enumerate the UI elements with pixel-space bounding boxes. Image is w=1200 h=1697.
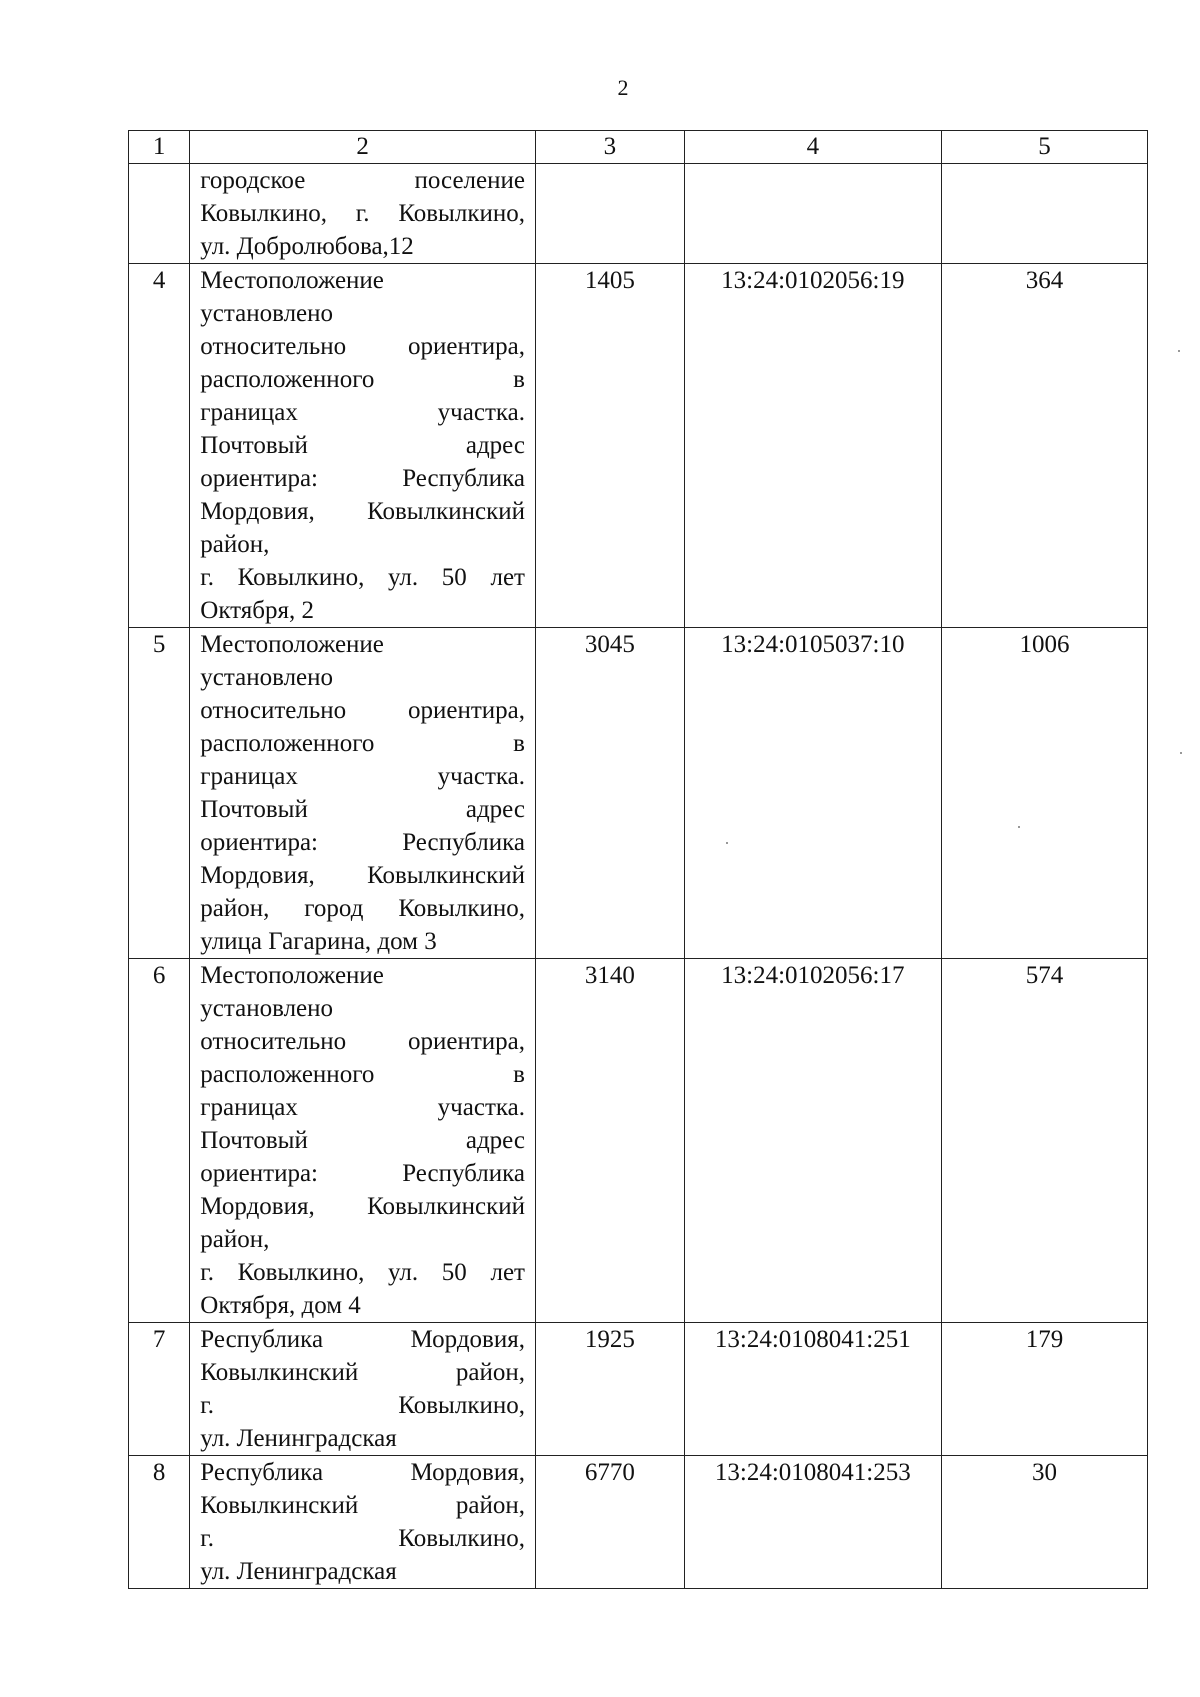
table-row — [129, 1323, 1148, 1456]
address-line: ул. Ленинградская — [200, 1425, 397, 1452]
column-header: 3 — [535, 131, 684, 164]
address-line: границах участка. — [200, 763, 525, 790]
area-cell — [535, 264, 684, 628]
cadastral-number-cell-text: 13:24:0102056:17 — [721, 962, 905, 989]
address-line: район, — [200, 531, 270, 558]
cadastral-number-cell-text: 13:24:0102056:19 — [721, 267, 905, 294]
cadastral-number-cell-text: 13:24:0105037:10 — [721, 631, 905, 658]
address-line: относительно ориентира, — [200, 1028, 525, 1055]
value-cell — [941, 1323, 1147, 1456]
area-cell-text: 3140 — [584, 962, 635, 989]
address-cell — [190, 264, 536, 628]
address-line: относительно ориентира, — [200, 697, 525, 724]
address-line: расположенного в — [200, 1061, 525, 1088]
address-line: Местоположение — [200, 631, 384, 658]
cadastral-number-cell — [684, 959, 941, 1323]
area-cell-text: 1925 — [584, 1326, 635, 1353]
address-line: Почтовый адрес — [200, 432, 525, 459]
table-row — [129, 264, 1148, 628]
value-cell — [941, 264, 1147, 628]
row-number-cell-text: 6 — [152, 962, 166, 989]
address-line: Почтовый адрес — [200, 1127, 525, 1154]
scan-speck — [1178, 350, 1180, 352]
area-cell — [535, 164, 684, 264]
value-cell-text: 364 — [1025, 267, 1064, 294]
area-cell — [535, 628, 684, 959]
address-line: Мордовия, Ковылкинский — [200, 862, 525, 889]
scan-speck — [1180, 752, 1182, 754]
row-number-cell — [129, 264, 190, 628]
value-cell — [941, 1456, 1147, 1589]
address-line: Октября, дом 4 — [200, 1292, 361, 1319]
cadastral-number-cell — [684, 264, 941, 628]
address-cell — [190, 959, 536, 1323]
table-row — [129, 628, 1148, 959]
land-plots-table — [128, 130, 1148, 1589]
column-header: 4 — [684, 131, 941, 164]
column-header: 2 — [190, 131, 536, 164]
table-header-row — [129, 131, 1148, 164]
table-row — [129, 164, 1148, 264]
cadastral-number-cell-text: 13:24:0108041:251 — [714, 1326, 911, 1353]
row-number-cell — [129, 164, 190, 264]
value-cell-text: 179 — [1025, 1326, 1064, 1353]
address-cell — [190, 1456, 536, 1589]
value-cell — [941, 959, 1147, 1323]
cadastral-number-cell — [684, 164, 941, 264]
cadastral-number-cell — [684, 1323, 941, 1456]
address-line: установлено — [200, 664, 334, 691]
column-header: 1 — [129, 131, 190, 164]
area-cell — [535, 1456, 684, 1589]
address-line: установлено — [200, 995, 334, 1022]
address-line: Местоположение — [200, 962, 384, 989]
scan-speck — [726, 842, 728, 844]
address-line: Октября, 2 — [200, 597, 314, 624]
address-line: Мордовия, Ковылкинский — [200, 1193, 525, 1220]
address-cell — [190, 164, 536, 264]
value-cell-text: 30 — [1031, 1459, 1057, 1486]
area-cell-text: 3045 — [584, 631, 635, 658]
address-line: район, город Ковылкино, — [200, 895, 525, 922]
row-number-cell — [129, 1456, 190, 1589]
cadastral-number-cell — [684, 628, 941, 959]
address-line: ориентира: Республика — [200, 1160, 525, 1187]
page-number: 2 — [617, 75, 629, 100]
address-line: ул. Добролюбова,12 — [200, 233, 414, 260]
address-line: ориентира: Республика — [200, 465, 525, 492]
address-line: Республика Мордовия, — [200, 1326, 525, 1353]
address-line: границах участка. — [200, 399, 525, 426]
address-line: г. Ковылкино, ул. 50 лет — [200, 1259, 525, 1286]
address-line: Мордовия, Ковылкинский — [200, 498, 525, 525]
address-line: относительно ориентира, — [200, 333, 525, 360]
address-line: ул. Ленинградская — [200, 1558, 397, 1585]
address-line: улица Гагарина, дом 3 — [200, 928, 437, 955]
address-line: г. Ковылкино, ул. 50 лет — [200, 564, 525, 591]
row-number-cell-text: 4 — [152, 267, 166, 294]
address-line: Местоположение — [200, 267, 384, 294]
address-line: г. Ковылкино, — [200, 1392, 525, 1419]
value-cell — [941, 164, 1147, 264]
table-row — [129, 959, 1148, 1323]
address-line: границах участка. — [200, 1094, 525, 1121]
row-number-cell-text: 8 — [152, 1459, 166, 1486]
address-line: ориентира: Республика — [200, 829, 525, 856]
address-line: городское поселение — [200, 167, 525, 194]
area-cell — [535, 1323, 684, 1456]
row-number-cell-text: 7 — [152, 1326, 166, 1353]
address-line: Ковылкино, г. Ковылкино, — [200, 200, 525, 227]
address-line: район, — [200, 1226, 270, 1253]
row-number-cell — [129, 1323, 190, 1456]
address-cell — [190, 628, 536, 959]
address-line: расположенного в — [200, 730, 525, 757]
area-cell-text: 1405 — [584, 267, 635, 294]
value-cell — [941, 628, 1147, 959]
table-row — [129, 1456, 1148, 1589]
area-cell-text: 6770 — [584, 1459, 635, 1486]
address-cell — [190, 1323, 536, 1456]
address-line: Ковылкинский район, — [200, 1359, 525, 1386]
cadastral-number-cell-text: 13:24:0108041:253 — [714, 1459, 911, 1486]
address-line: расположенного в — [200, 366, 525, 393]
address-line: Республика Мордовия, — [200, 1459, 525, 1486]
address-line: Ковылкинский район, — [200, 1492, 525, 1519]
row-number-cell — [129, 959, 190, 1323]
address-line: установлено — [200, 300, 334, 327]
column-header: 5 — [941, 131, 1147, 164]
cadastral-number-cell — [684, 1456, 941, 1589]
row-number-cell-text: 5 — [152, 631, 166, 658]
scan-speck — [1018, 826, 1020, 828]
address-line: Почтовый адрес — [200, 796, 525, 823]
row-number-cell — [129, 628, 190, 959]
address-line: г. Ковылкино, — [200, 1525, 525, 1552]
value-cell-text: 574 — [1025, 962, 1064, 989]
area-cell — [535, 959, 684, 1323]
value-cell-text: 1006 — [1019, 631, 1070, 658]
